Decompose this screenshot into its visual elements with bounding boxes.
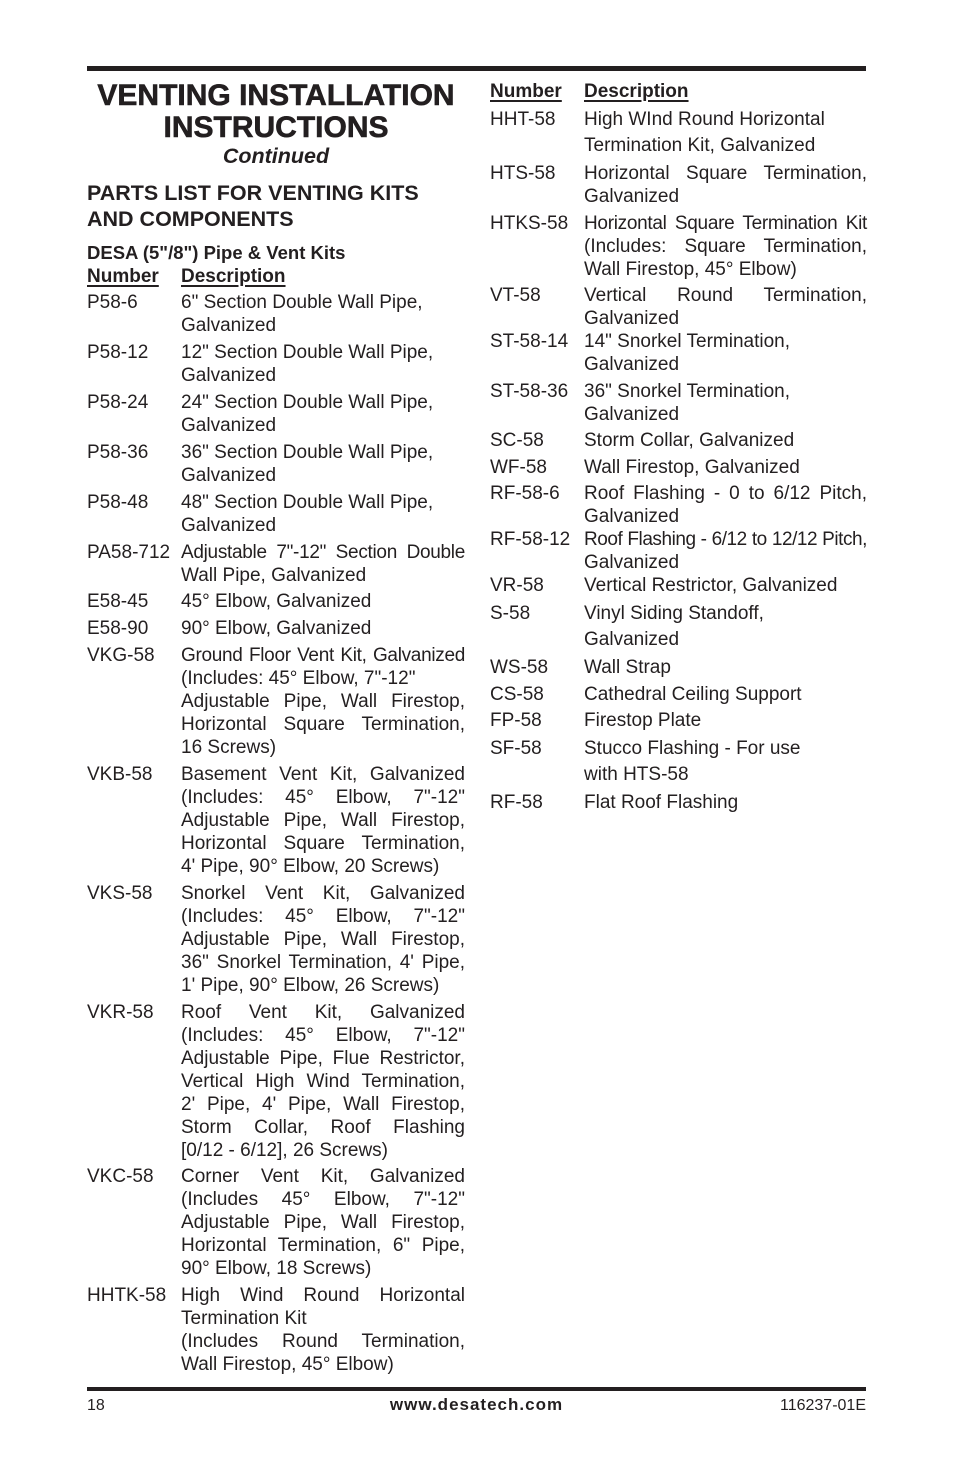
- description-line: Wall Strap: [584, 657, 671, 678]
- parts-list-heading-line: AND COMPONENTS: [87, 207, 294, 231]
- part-number: CS-58: [490, 683, 544, 705]
- description-line: [0/12 - 6/12], 26 Screws): [181, 1139, 388, 1161]
- part-row: [87, 763, 465, 878]
- description-line: Adjustable 7"-12" Section Double: [181, 541, 465, 563]
- part-number: VR-58: [490, 575, 544, 596]
- column-header-description: Description: [181, 265, 286, 287]
- part-description: [584, 736, 867, 788]
- description-line: (Includes 45° Elbow, 7"-12": [181, 1189, 465, 1211]
- description-line: Galvanized: [584, 354, 680, 375]
- part-number: VT-58: [490, 285, 541, 306]
- description-line: Horizontal Square Termination,: [584, 163, 867, 184]
- part-description: [181, 1284, 465, 1376]
- description-line: Galvanized: [584, 628, 680, 650]
- description-line: Termination Kit: [181, 1308, 307, 1330]
- part-row: [87, 291, 465, 337]
- document-number: 116237-01E: [780, 1397, 866, 1414]
- part-number: PA58-712: [87, 541, 171, 563]
- part-description: [584, 380, 867, 426]
- description-line: Horizontal Square Termination,: [181, 714, 465, 736]
- part-description: [584, 482, 867, 528]
- part-row: [490, 683, 867, 706]
- description-line: 36" Snorkel Termination,: [584, 380, 791, 402]
- description-line: Wall Firestop, 45° Elbow): [181, 1354, 394, 1376]
- description-line: Vertical Round Termination,: [584, 285, 867, 306]
- description-line: Galvanized: [584, 552, 680, 573]
- part-number: HTS-58: [490, 163, 556, 184]
- part-description: [584, 574, 867, 597]
- part-number: E58-90: [87, 618, 149, 640]
- part-row: [490, 528, 867, 574]
- page-number: 18: [87, 1397, 105, 1414]
- part-description: [584, 709, 867, 732]
- description-line: Galvanized: [181, 315, 277, 337]
- part-number: SF-58: [490, 737, 542, 759]
- description-line: 6" Section Double Wall Pipe,: [181, 292, 423, 314]
- description-line: Storm Collar, Galvanized: [584, 430, 795, 451]
- description-line: 1' Pipe, 90° Elbow, 26 Screws): [181, 974, 440, 996]
- part-number: HHT-58: [490, 108, 556, 130]
- page-title-line: INSTRUCTIONS: [163, 111, 389, 144]
- part-row: [87, 1165, 465, 1280]
- part-number: WF-58: [490, 456, 547, 478]
- part-number: ST-58-36: [490, 380, 569, 402]
- part-description: [584, 429, 867, 452]
- part-description: [584, 528, 867, 574]
- description-line: Adjustable Pipe, Wall Firestop,: [181, 691, 465, 713]
- part-number: VKB-58: [87, 763, 153, 785]
- description-line: (Includes: 45° Elbow, 7"-12": [181, 905, 465, 927]
- description-line: Vertical Restrictor, Galvanized: [584, 575, 838, 596]
- part-number: HTKS-58: [490, 212, 569, 234]
- part-row: [490, 162, 867, 208]
- description-line: (Includes: 45° Elbow, 7"-12": [181, 786, 465, 808]
- description-line: (Includes: Square Termination,: [584, 235, 867, 257]
- description-line: Cathedral Ceiling Support: [584, 683, 802, 705]
- part-number: WS-58: [490, 657, 549, 678]
- part-row: [87, 1001, 465, 1162]
- description-line: 16 Screws): [181, 737, 277, 759]
- description-line: Horizontal Square Termination Kit: [584, 212, 867, 234]
- description-line: Flat Roof Flashing: [584, 792, 739, 813]
- description-line: Firestop Plate: [584, 710, 702, 731]
- bottom-rule: [87, 1387, 866, 1391]
- page-title-line: VENTING INSTALLATION: [97, 79, 455, 112]
- part-number: RF-58-12: [490, 529, 571, 550]
- parts-list-heading-line: PARTS LIST FOR VENTING KITS: [87, 181, 419, 205]
- top-rule: [87, 66, 866, 71]
- description-line: Galvanized: [181, 464, 277, 486]
- description-line: 14" Snorkel Termination,: [584, 331, 791, 352]
- description-line: Galvanized: [181, 415, 277, 437]
- part-number: P58-6: [87, 292, 138, 314]
- part-description: [181, 341, 465, 387]
- description-line: Adjustable Pipe, Wall Firestop,: [181, 809, 465, 831]
- description-line: Roof Vent Kit, Galvanized: [181, 1001, 465, 1023]
- part-row: [490, 456, 867, 479]
- part-description: [584, 683, 867, 706]
- description-line: Galvanized: [584, 308, 680, 329]
- description-line: Roof Flashing - 6/12 to 12/12 Pitch,: [584, 529, 867, 550]
- description-line: Snorkel Vent Kit, Galvanized: [181, 882, 465, 904]
- part-row: [87, 1284, 465, 1376]
- part-row: [87, 541, 465, 587]
- part-description: [181, 590, 465, 613]
- part-number: VKR-58: [87, 1001, 154, 1023]
- part-number: FP-58: [490, 710, 542, 731]
- part-description: [181, 291, 465, 337]
- description-line: Galvanized: [584, 186, 680, 207]
- part-row: [87, 882, 465, 997]
- description-line: (Includes Round Termination,: [181, 1331, 465, 1353]
- description-line: Corner Vent Kit, Galvanized: [181, 1166, 465, 1188]
- part-number: VKC-58: [87, 1166, 154, 1188]
- part-row: [490, 791, 867, 814]
- description-line: Horizontal Termination, 6" Pipe,: [181, 1235, 465, 1257]
- description-line: with HTS-58: [584, 763, 689, 785]
- description-line: 36" Snorkel Termination, 4' Pipe,: [181, 951, 465, 973]
- description-line: 2' Pipe, 4' Pipe, Wall Firestop,: [181, 1093, 465, 1115]
- description-line: Galvanized: [584, 506, 680, 527]
- description-line: Horizontal Square Termination,: [181, 832, 465, 854]
- description-line: High WInd Round Horizontal: [584, 108, 825, 130]
- part-description: [584, 162, 867, 208]
- description-line: Vertical High Wind Termination,: [181, 1070, 465, 1092]
- part-number: P58-48: [87, 491, 149, 513]
- part-number: S-58: [490, 602, 531, 624]
- description-line: Wall Firestop, Galvanized: [584, 456, 800, 478]
- part-number: SC-58: [490, 430, 544, 451]
- left-parts-table: [87, 265, 465, 1377]
- description-line: Galvanized: [181, 365, 277, 387]
- page-subtitle: Continued: [222, 144, 330, 168]
- part-description: [584, 330, 867, 376]
- part-row: [87, 590, 465, 613]
- description-line: Wall Pipe, Galvanized: [181, 564, 367, 586]
- description-line: Wall Firestop, 45° Elbow): [584, 258, 797, 280]
- part-number: P58-36: [87, 441, 149, 463]
- part-number: HHTK-58: [87, 1285, 167, 1307]
- part-row: [87, 491, 465, 537]
- column-header-number: Number: [490, 81, 562, 102]
- part-description: [181, 882, 465, 997]
- description-line: (Includes: 45° Elbow, 7"-12": [181, 1024, 465, 1046]
- part-description: [181, 763, 465, 878]
- part-description: [181, 1165, 465, 1280]
- part-description: [181, 391, 465, 437]
- part-row: [490, 574, 867, 597]
- description-line: Stucco Flashing - For use: [584, 737, 801, 759]
- part-description: [181, 617, 465, 640]
- description-line: 90° Elbow, Galvanized: [181, 618, 372, 640]
- part-row: [87, 617, 465, 640]
- description-line: Storm Collar, Roof Flashing: [181, 1116, 465, 1138]
- description-line: 12" Section Double Wall Pipe,: [181, 342, 434, 364]
- description-line: Termination Kit, Galvanized: [584, 134, 816, 156]
- right-parts-table: [490, 80, 867, 814]
- kit-subheading: DESA (5"/8") Pipe & Vent Kits: [87, 242, 346, 263]
- part-row: [490, 601, 867, 653]
- part-description: [181, 644, 465, 759]
- description-line: Adjustable Pipe, Flue Restrictor,: [181, 1047, 465, 1069]
- part-description: [181, 441, 465, 487]
- part-row: [490, 482, 867, 528]
- part-row: [490, 656, 867, 679]
- parts-list-heading: [87, 180, 465, 232]
- description-line: Galvanized: [181, 514, 277, 536]
- part-description: [584, 601, 867, 653]
- description-line: Ground Floor Vent Kit, Galvanized: [181, 645, 465, 667]
- page-title: [87, 80, 465, 144]
- description-line: Roof Flashing - 0 to 6/12 Pitch,: [584, 483, 867, 504]
- part-number: VKS-58: [87, 882, 153, 904]
- part-number: E58-45: [87, 591, 149, 613]
- description-line: 45° Elbow, Galvanized: [181, 591, 372, 613]
- column-header-number: Number: [87, 265, 159, 287]
- description-line: 24" Section Double Wall Pipe,: [181, 392, 434, 414]
- part-row: [87, 644, 465, 759]
- part-number: P58-24: [87, 392, 149, 414]
- description-line: Vinyl Siding Standoff,: [584, 602, 764, 624]
- part-row: [490, 330, 867, 376]
- part-description: [181, 541, 465, 587]
- part-number: VKG-58: [87, 645, 155, 667]
- part-row: [490, 380, 867, 426]
- part-row: [490, 107, 867, 159]
- description-line: Galvanized: [584, 403, 680, 425]
- part-row: [490, 284, 867, 330]
- table-header: [490, 80, 867, 103]
- description-line: 48" Section Double Wall Pipe,: [181, 491, 434, 513]
- part-number: RF-58-6: [490, 483, 560, 504]
- part-row: [87, 391, 465, 437]
- footer-website: www.desatech.com: [389, 1395, 564, 1414]
- part-row: [490, 212, 867, 281]
- part-description: [584, 284, 867, 330]
- part-row: [87, 341, 465, 387]
- part-row: [490, 736, 867, 788]
- column-header-description: Description: [584, 81, 689, 102]
- description-line: Adjustable Pipe, Wall Firestop,: [181, 928, 465, 950]
- part-description: [181, 1001, 465, 1162]
- description-line: 90° Elbow, 18 Screws): [181, 1258, 372, 1280]
- part-description: [181, 491, 465, 537]
- part-number: RF-58: [490, 792, 543, 813]
- part-number: P58-12: [87, 342, 149, 364]
- part-row: [87, 441, 465, 487]
- part-number: ST-58-14: [490, 331, 569, 352]
- part-row: [490, 429, 867, 452]
- part-description: [584, 456, 867, 479]
- description-line: High Wind Round Horizontal: [181, 1285, 465, 1307]
- part-description: [584, 107, 867, 159]
- description-line: 4' Pipe, 90° Elbow, 20 Screws): [181, 855, 440, 877]
- description-line: Basement Vent Kit, Galvanized: [181, 763, 465, 785]
- description-line: (Includes: 45° Elbow, 7"-12": [181, 668, 416, 690]
- part-row: [490, 709, 867, 732]
- table-header: [87, 265, 465, 288]
- part-description: [584, 656, 867, 679]
- description-line: 36" Section Double Wall Pipe,: [181, 441, 434, 463]
- part-description: [584, 212, 867, 281]
- description-line: Adjustable Pipe, Wall Firestop,: [181, 1212, 465, 1234]
- part-description: [584, 791, 867, 814]
